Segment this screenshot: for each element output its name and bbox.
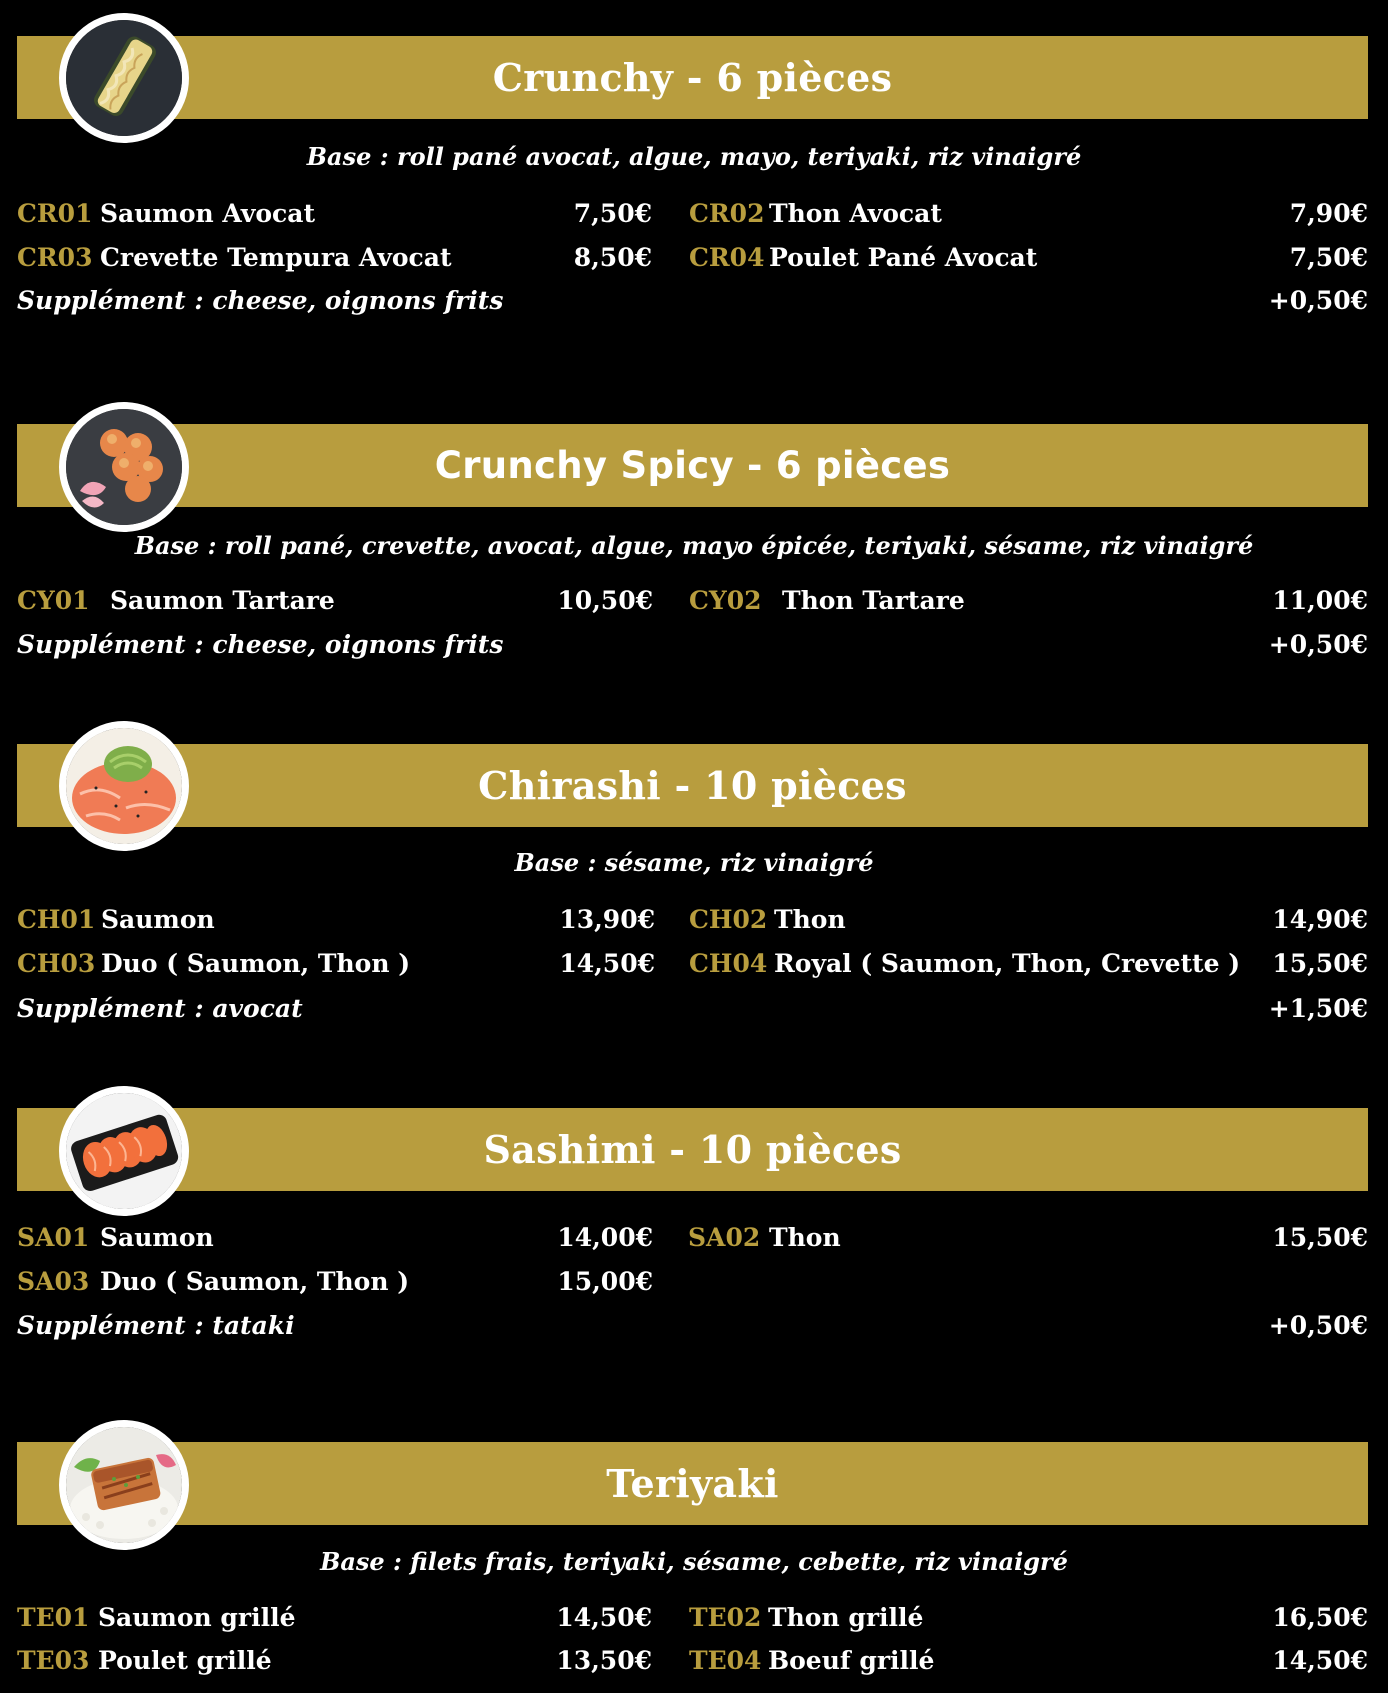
item-name: Thon bbox=[774, 905, 846, 934]
supplement-price: +0,50€ bbox=[1268, 286, 1368, 315]
item-name: Saumon bbox=[100, 1223, 214, 1252]
section-banner bbox=[17, 1108, 1368, 1191]
supplement-label: Supplément : tataki bbox=[17, 1311, 295, 1340]
item-name: Royal ( Saumon, Thon, Crevette ) bbox=[774, 949, 1241, 978]
item-name: Duo ( Saumon, Thon ) bbox=[101, 949, 411, 978]
menu-item bbox=[0, 197, 1388, 231]
item-price: 15,50€ bbox=[1272, 949, 1368, 978]
item-code: CH02 bbox=[689, 905, 768, 934]
item-price: 10,50€ bbox=[557, 586, 653, 615]
item-code: CH04 bbox=[689, 949, 768, 978]
menu-item bbox=[0, 903, 1388, 937]
item-price: 14,90€ bbox=[1272, 905, 1368, 934]
item-price: 11,00€ bbox=[1272, 586, 1368, 615]
item-code: CR02 bbox=[689, 199, 765, 228]
item-code: CR04 bbox=[689, 243, 765, 272]
spicy-roll-photo-icon bbox=[59, 402, 189, 532]
teriyaki-salmon-photo-icon bbox=[59, 1420, 189, 1550]
menu-item bbox=[0, 1601, 1388, 1635]
sushi-roll-photo-icon bbox=[59, 13, 189, 143]
supplement-price: +0,50€ bbox=[1268, 630, 1368, 659]
chirashi-bowl-photo-icon bbox=[59, 721, 189, 851]
item-code: SA02 bbox=[688, 1223, 761, 1252]
item-price: 7,90€ bbox=[1289, 199, 1368, 228]
item-price: 14,50€ bbox=[559, 949, 655, 978]
section-title: Chirashi - 10 pièces bbox=[478, 763, 907, 808]
section-base: Base : roll pané avocat, algue, mayo, teriyaki, riz vinaigré bbox=[306, 142, 1082, 171]
section-title: Teriyaki bbox=[606, 1461, 779, 1506]
item-price: 13,50€ bbox=[556, 1646, 652, 1675]
item-name: Thon grillé bbox=[768, 1603, 924, 1632]
item-code: CY01 bbox=[17, 586, 90, 615]
item-code: TE04 bbox=[689, 1646, 762, 1675]
item-name: Saumon Avocat bbox=[100, 199, 315, 228]
item-price: 15,00€ bbox=[557, 1267, 653, 1296]
item-price: 7,50€ bbox=[1289, 243, 1368, 272]
item-code: CR01 bbox=[17, 199, 93, 228]
supplement-label: Supplément : cheese, oignons frits bbox=[17, 286, 504, 315]
supplement-label: Supplément : cheese, oignons frits bbox=[17, 630, 504, 659]
section-banner bbox=[17, 36, 1368, 119]
item-name: Poulet Pané Avocat bbox=[769, 243, 1038, 272]
section-base: Base : roll pané, crevette, avocat, algue, mayo épicée, teriyaki, sésame, riz vinaigré bbox=[134, 531, 1254, 560]
item-name: Crevette Tempura Avocat bbox=[100, 243, 452, 272]
supplement-price: +1,50€ bbox=[1268, 994, 1368, 1023]
item-code: CH01 bbox=[17, 905, 96, 934]
menu-item bbox=[0, 947, 1388, 981]
section-banner bbox=[17, 1442, 1368, 1525]
item-price: 16,50€ bbox=[1272, 1603, 1368, 1632]
item-name: Thon bbox=[769, 1223, 841, 1252]
item-name: Saumon grillé bbox=[98, 1603, 296, 1632]
item-code: CR03 bbox=[17, 243, 93, 272]
menu-item bbox=[0, 241, 1388, 275]
item-price: 14,50€ bbox=[556, 1603, 652, 1632]
section-banner bbox=[17, 424, 1368, 507]
item-code: TE01 bbox=[17, 1603, 90, 1632]
item-name: Thon Avocat bbox=[769, 199, 942, 228]
item-name: Thon Tartare bbox=[782, 586, 965, 615]
item-price: 14,50€ bbox=[1272, 1646, 1368, 1675]
item-name: Poulet grillé bbox=[98, 1646, 272, 1675]
section-banner bbox=[17, 744, 1368, 827]
section-title: Crunchy - 6 pièces bbox=[492, 55, 893, 100]
item-code: SA03 bbox=[17, 1267, 90, 1296]
section-title: Sashimi - 10 pièces bbox=[483, 1127, 902, 1172]
item-code: CY02 bbox=[689, 586, 762, 615]
item-name: Duo ( Saumon, Thon ) bbox=[100, 1267, 410, 1296]
item-code: SA01 bbox=[17, 1223, 90, 1252]
item-price: 8,50€ bbox=[573, 243, 652, 272]
item-price: 13,90€ bbox=[559, 905, 655, 934]
supplement-price: +0,50€ bbox=[1268, 1311, 1368, 1340]
item-code: TE03 bbox=[17, 1646, 90, 1675]
item-name: Saumon bbox=[101, 905, 215, 934]
item-code: CH03 bbox=[17, 949, 96, 978]
section-base: Base : filets frais, teriyaki, sésame, cebette, riz vinaigré bbox=[320, 1547, 1068, 1576]
item-price: 7,50€ bbox=[573, 199, 652, 228]
menu-item bbox=[0, 1221, 1388, 1255]
section-base: Base : sésame, riz vinaigré bbox=[514, 848, 874, 877]
item-code: TE02 bbox=[689, 1603, 762, 1632]
section-title: Crunchy Spicy - 6 pièces bbox=[434, 444, 951, 487]
item-name: Saumon Tartare bbox=[110, 586, 335, 615]
sashimi-platter-photo-icon bbox=[59, 1086, 189, 1216]
menu-item bbox=[0, 1644, 1388, 1678]
item-name: Boeuf grillé bbox=[768, 1646, 935, 1675]
item-price: 14,00€ bbox=[557, 1223, 653, 1252]
supplement-label: Supplément : avocat bbox=[17, 994, 303, 1023]
menu-item bbox=[0, 1265, 1388, 1299]
item-price: 15,50€ bbox=[1272, 1223, 1368, 1252]
menu-item bbox=[0, 584, 1388, 618]
